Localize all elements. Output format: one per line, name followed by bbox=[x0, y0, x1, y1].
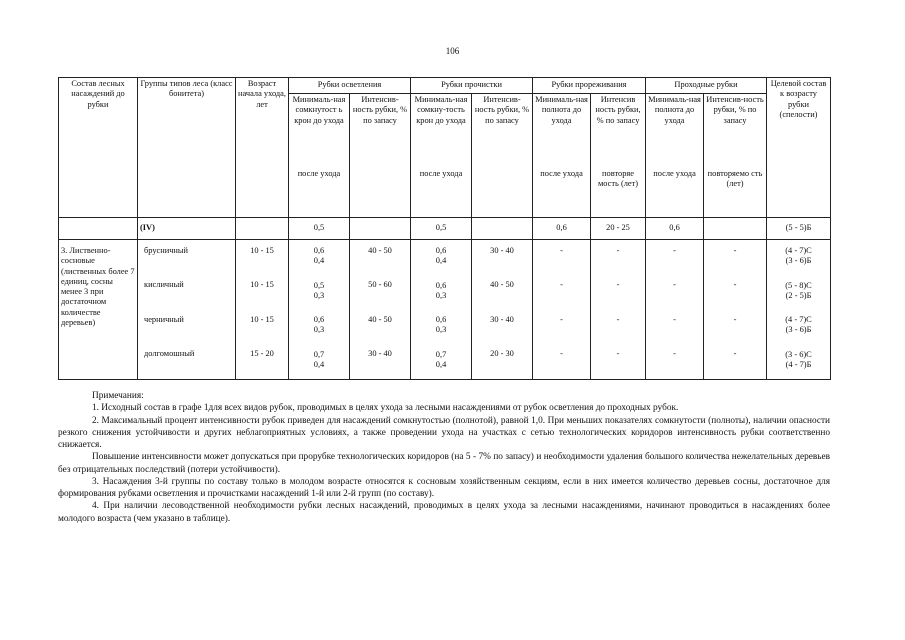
pass-intensity: - bbox=[733, 280, 737, 290]
target-birch: (3 - 6)Б bbox=[785, 325, 812, 335]
clar-min-after: 0,4 bbox=[313, 256, 325, 266]
clean-min-before: 0,6 bbox=[435, 315, 447, 324]
header-forest-groups: Группы типов леса (класс бонитета) bbox=[138, 78, 236, 218]
class-thin-min: 0,6 bbox=[533, 218, 591, 240]
target-pine: (5 - 8)С bbox=[785, 280, 812, 290]
class-pass-min: 0,6 bbox=[646, 218, 704, 240]
header-clar-min: Минималь-ная сомкнутост ь крон до ухода bbox=[289, 94, 350, 168]
thin-intensity: - bbox=[616, 314, 620, 324]
header-composition: Состав лесных насаждений до рубки bbox=[59, 78, 138, 218]
header-pass-repeat: повторяемо сть (лет) bbox=[704, 168, 767, 218]
start-age: 10 - 15 bbox=[250, 280, 274, 290]
forest-type: брусничный bbox=[144, 246, 189, 255]
target-pine: (3 - 6)С bbox=[785, 349, 812, 359]
class-target: (5 - 5)Б bbox=[767, 218, 831, 240]
header-clar-after: после ухода bbox=[289, 168, 350, 218]
target-birch: (2 - 5)Б bbox=[785, 290, 812, 300]
class-thin-repeat: 20 - 25 bbox=[591, 218, 646, 240]
target-birch: (3 - 6)Б bbox=[785, 256, 812, 266]
target-pine: (4 - 7)С bbox=[785, 246, 812, 255]
header-thin-int: Интенсив ность рубки, % по запасу bbox=[591, 94, 646, 168]
header-cleaning: Рубки прочистки bbox=[411, 78, 533, 94]
silviculture-table bbox=[58, 77, 831, 380]
clar-intensity: 40 - 50 bbox=[368, 246, 392, 255]
class-row bbox=[59, 218, 831, 240]
start-age: 15 - 20 bbox=[250, 348, 274, 358]
header-clar-int: Интенсив-ность рубки, % по запасу bbox=[350, 94, 411, 218]
note-4: 4. При наличии лесоводственной необходимости рубки лесных насаждений, проводимых в целях ухода за лесными насаждениями, начинают проводиться в насаждениях более молодого возраста (чем указано в таблице). bbox=[58, 501, 830, 524]
class-clar-min: 0,5 bbox=[289, 218, 350, 240]
header-pass-int: Интенсив-ность рубки, % по запасу bbox=[704, 94, 767, 168]
group-label: 3. Лиственно-сосновые (лиственных более 7 единиц, сосны менее 3 при достаточном количестве деревьев) bbox=[59, 240, 138, 380]
pass-min: - bbox=[673, 280, 676, 290]
clar-min-after: 0,3 bbox=[313, 290, 325, 300]
clar-min-after: 0,4 bbox=[313, 359, 325, 369]
header-pass-after: после ухода bbox=[646, 168, 704, 218]
clean-intensity: 30 - 40 bbox=[490, 314, 514, 324]
clar-min-before: 0,7 bbox=[313, 349, 325, 359]
pass-min: - bbox=[673, 246, 676, 255]
note-2: 2. Максимальный процент интенсивности рубок приведен для насаждений сомкнутостью (полнотой), равной 1,0. При меньших показателях сомкнутости (полноты), наличии опасности резкого снижения устойчивости и других неблагоприятных условиях, а также проведении ухода на участках с сетью технологических коридоров интенсивность рубки соответственно снижается. bbox=[58, 415, 830, 451]
forest-type: кисличный bbox=[144, 280, 184, 290]
target-birch: (4 - 7)Б bbox=[785, 359, 812, 369]
clar-min-before: 0,6 bbox=[313, 246, 325, 255]
thin-intensity: - bbox=[616, 348, 620, 358]
clean-min-after: 0,4 bbox=[435, 256, 447, 266]
header-passing: Проходные рубки bbox=[646, 78, 767, 94]
start-age: 10 - 15 bbox=[250, 246, 274, 255]
header-thinning: Рубки прореживания bbox=[533, 78, 646, 94]
forest-type: черничный bbox=[144, 314, 184, 324]
clar-intensity: 50 - 60 bbox=[368, 280, 392, 290]
thin-intensity: - bbox=[616, 246, 620, 255]
clar-min-after: 0,3 bbox=[313, 325, 325, 335]
thin-min: - bbox=[560, 348, 563, 358]
header-thin-repeat: повторяе мость (лет) bbox=[591, 168, 646, 218]
page-number: 106 bbox=[445, 46, 460, 56]
note-1: 1. Исходный состав в графе 1для всех видов рубок, проводимых в целях ухода за лесными насаждениями от рубок осветления до проходных рубок. bbox=[92, 403, 679, 414]
forest-type: долгомошный bbox=[144, 348, 195, 358]
clean-intensity: 30 - 40 bbox=[490, 246, 514, 255]
header-clean-after: после ухода bbox=[411, 168, 472, 218]
start-age: 10 - 15 bbox=[250, 314, 274, 324]
header-pass-min: Минималь-ная полнота до ухода bbox=[646, 94, 704, 168]
clean-intensity: 20 - 30 bbox=[490, 348, 514, 358]
clar-intensity: 30 - 40 bbox=[368, 348, 392, 358]
table-row bbox=[59, 240, 831, 380]
thin-min: - bbox=[560, 314, 563, 324]
clean-intensity: 40 - 50 bbox=[490, 280, 514, 290]
notes-section bbox=[58, 390, 830, 525]
clean-min-before: 0,7 bbox=[435, 349, 447, 359]
pass-min: - bbox=[673, 314, 676, 324]
pass-min: - bbox=[673, 348, 676, 358]
header-thin-after: после ухода bbox=[533, 168, 591, 218]
note-3: 3. Насаждения 3-й группы по составу только в молодом возрасте относятся к сосновым хозяйственным секциям, если в них имеется количество деревьев сосны, достаточное для формирования рубками осветления и прочистками насаждений 1-й или 2-й групп (по составу). bbox=[58, 476, 830, 500]
header-clean-min: Минималь-ная сомкну-тость крон до ухода bbox=[411, 94, 472, 168]
clar-intensity: 40 - 50 bbox=[368, 314, 392, 324]
pass-intensity: - bbox=[733, 348, 737, 358]
clar-min-before: 0,6 bbox=[313, 315, 325, 324]
clean-min-before: 0,6 bbox=[435, 280, 447, 290]
class-clean-min: 0,5 bbox=[411, 218, 472, 240]
thin-min: - bbox=[560, 246, 563, 255]
pass-intensity: - bbox=[733, 246, 737, 255]
clean-min-before: 0,6 bbox=[435, 246, 447, 255]
header-thin-min: Минималь-ная полнота до ухода bbox=[533, 94, 591, 168]
clean-min-after: 0,3 bbox=[435, 290, 447, 300]
header-clarification: Рубки осветления bbox=[289, 78, 411, 94]
thin-min: - bbox=[560, 280, 563, 290]
header-clean-int: Интенсив-ность рубки, % по запасу bbox=[472, 94, 533, 218]
clean-min-after: 0,3 bbox=[435, 325, 447, 335]
note-2-continued: Повышение интенсивности может допускаться при прорубке технологических коридоров (на 5 - 7% по запасу) и необходимости удаления большого количества нежелательных деревьев без отрицательных последствий (потери устойчивости). bbox=[58, 452, 830, 475]
clar-min-before: 0,5 bbox=[313, 280, 325, 290]
pass-intensity: - bbox=[733, 314, 737, 324]
bonitet-class: (IV) bbox=[138, 218, 236, 240]
header-target: Целевой состав к возрасту рубки (спелости) bbox=[767, 78, 831, 218]
clean-min-after: 0,4 bbox=[435, 359, 447, 369]
header-start-age: Возраст начала ухода, лет bbox=[236, 78, 289, 218]
thin-intensity: - bbox=[616, 280, 620, 290]
notes-title: Примечания: bbox=[92, 391, 144, 401]
target-pine: (4 - 7)С bbox=[785, 315, 812, 324]
